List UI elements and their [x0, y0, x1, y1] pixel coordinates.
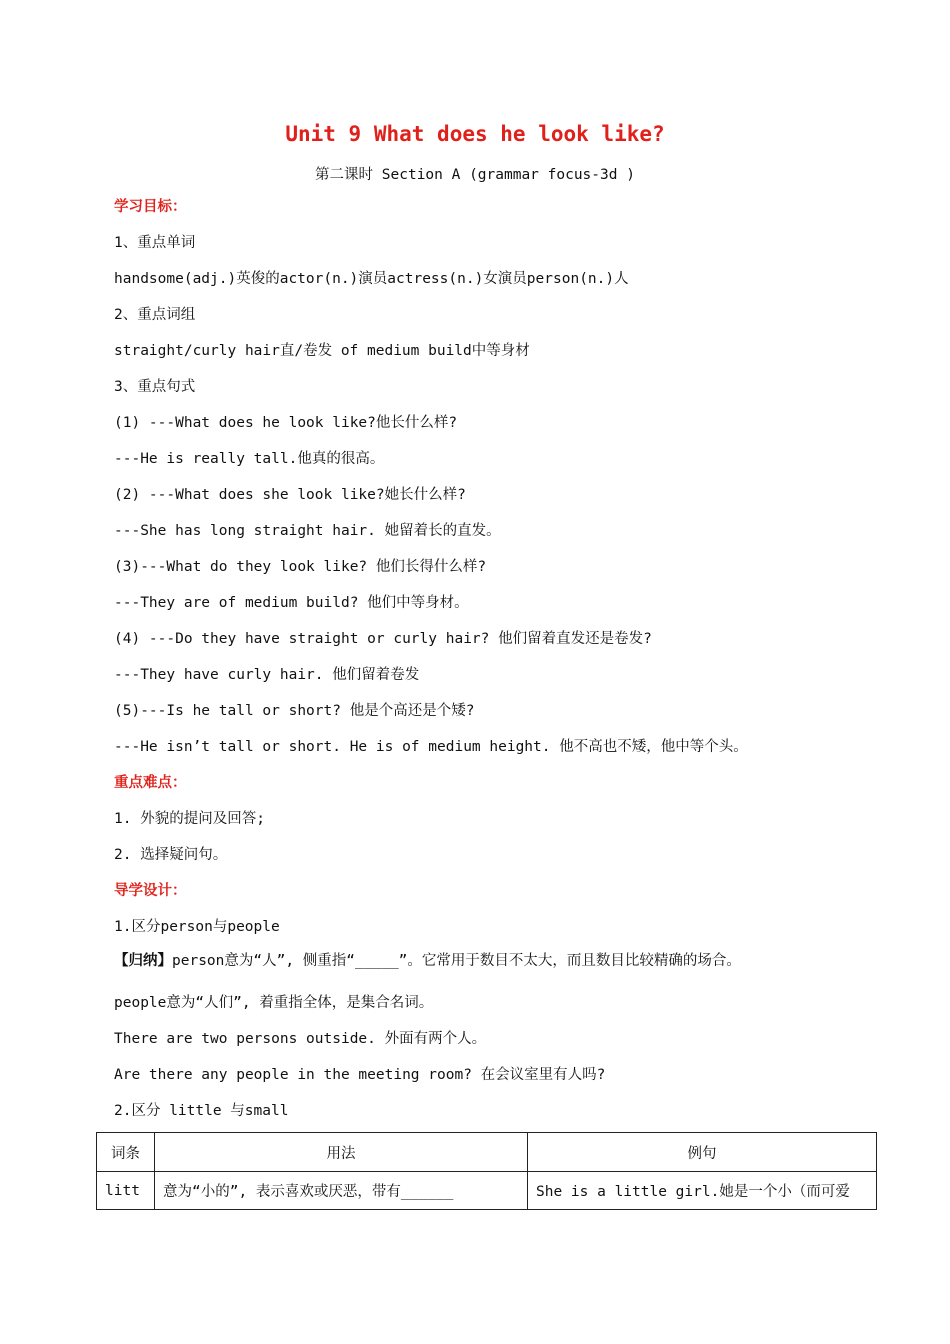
difficulties-heading: 重点难点：: [114, 775, 187, 791]
key-sentences-title: 3、重点句式: [114, 379, 196, 395]
sentence-line: ---He is really tall.他真的很高。: [114, 451, 385, 467]
sentence-line: (2) ---What does she look like?她长什么样?: [114, 487, 466, 503]
guide-item-2-title: 2.区分 little 与small: [114, 1103, 289, 1119]
table-cell: 意为“小的”, 表示喜欢或厌恶，带有______: [155, 1172, 528, 1210]
table-cell: She is a little girl.她是一个小（而可爱: [528, 1172, 877, 1210]
sentence-line: ---They have curly hair. 他们留着卷发: [114, 667, 420, 683]
sentence-line: (3)---What do they look like? 他们长得什么样?: [114, 559, 487, 575]
guide-heading: 导学设计：: [114, 883, 187, 899]
summary-text: person意为“人”, 侧重指“_____”。它常用于数目不太大，而且数目比较精确的场合。: [172, 953, 741, 969]
table-header-cell: 例句: [528, 1133, 877, 1172]
page-title: Unit 9 What does he look like?: [285, 122, 665, 146]
table-header-cell: 词条: [97, 1133, 155, 1172]
sentence-line: ---He isn’t tall or short. He is of medium height. 他不高也不矮，他中等个头。: [114, 739, 748, 755]
summary-line: [114, 951, 741, 971]
objectives-heading: 学习目标：: [114, 199, 187, 215]
sentence-line: (4) ---Do they have straight or curly hair? 他们留着直发还是卷发?: [114, 631, 652, 647]
difficulty-item: 1. 外貌的提问及回答;: [114, 811, 265, 827]
key-phrases-title: 2、重点词组: [114, 307, 196, 323]
key-words-title: 1、重点单词: [114, 235, 196, 251]
summary-tag: 【归纳】: [114, 953, 172, 969]
example-sentence: There are two persons outside. 外面有两个人。: [114, 1031, 487, 1047]
difficulty-item: 2. 选择疑问句。: [114, 847, 228, 863]
key-phrases: straight/curly hair直/卷发 of medium build中等身材: [114, 343, 530, 359]
table-cell: litt: [97, 1172, 155, 1210]
key-words: handsome(adj.)英俊的actor(n.)演员actress(n.)女演员person(n.)人: [114, 271, 629, 287]
sentence-line: (5)---Is he tall or short? 他是个高还是个矮?: [114, 703, 475, 719]
sentence-line: ---They are of medium build? 他们中等身材。: [114, 595, 469, 611]
people-note: people意为“人们”, 着重指全体，是集合名词。: [114, 995, 434, 1011]
page-subtitle: 第二课时 Section A (grammar focus-3d ): [315, 167, 635, 183]
sentence-line: ---She has long straight hair. 她留着长的直发。: [114, 523, 501, 539]
guide-item-1-title: 1.区分person与people: [114, 919, 280, 935]
usage-table: [96, 1132, 877, 1210]
example-sentence: Are there any people in the meeting room? 在会议室里有人吗?: [114, 1067, 606, 1083]
sentence-line: (1) ---What does he look like?他长什么样?: [114, 415, 458, 431]
table-row: [97, 1172, 877, 1210]
table-header-cell: 用法: [155, 1133, 528, 1172]
table-header-row: [97, 1133, 877, 1172]
